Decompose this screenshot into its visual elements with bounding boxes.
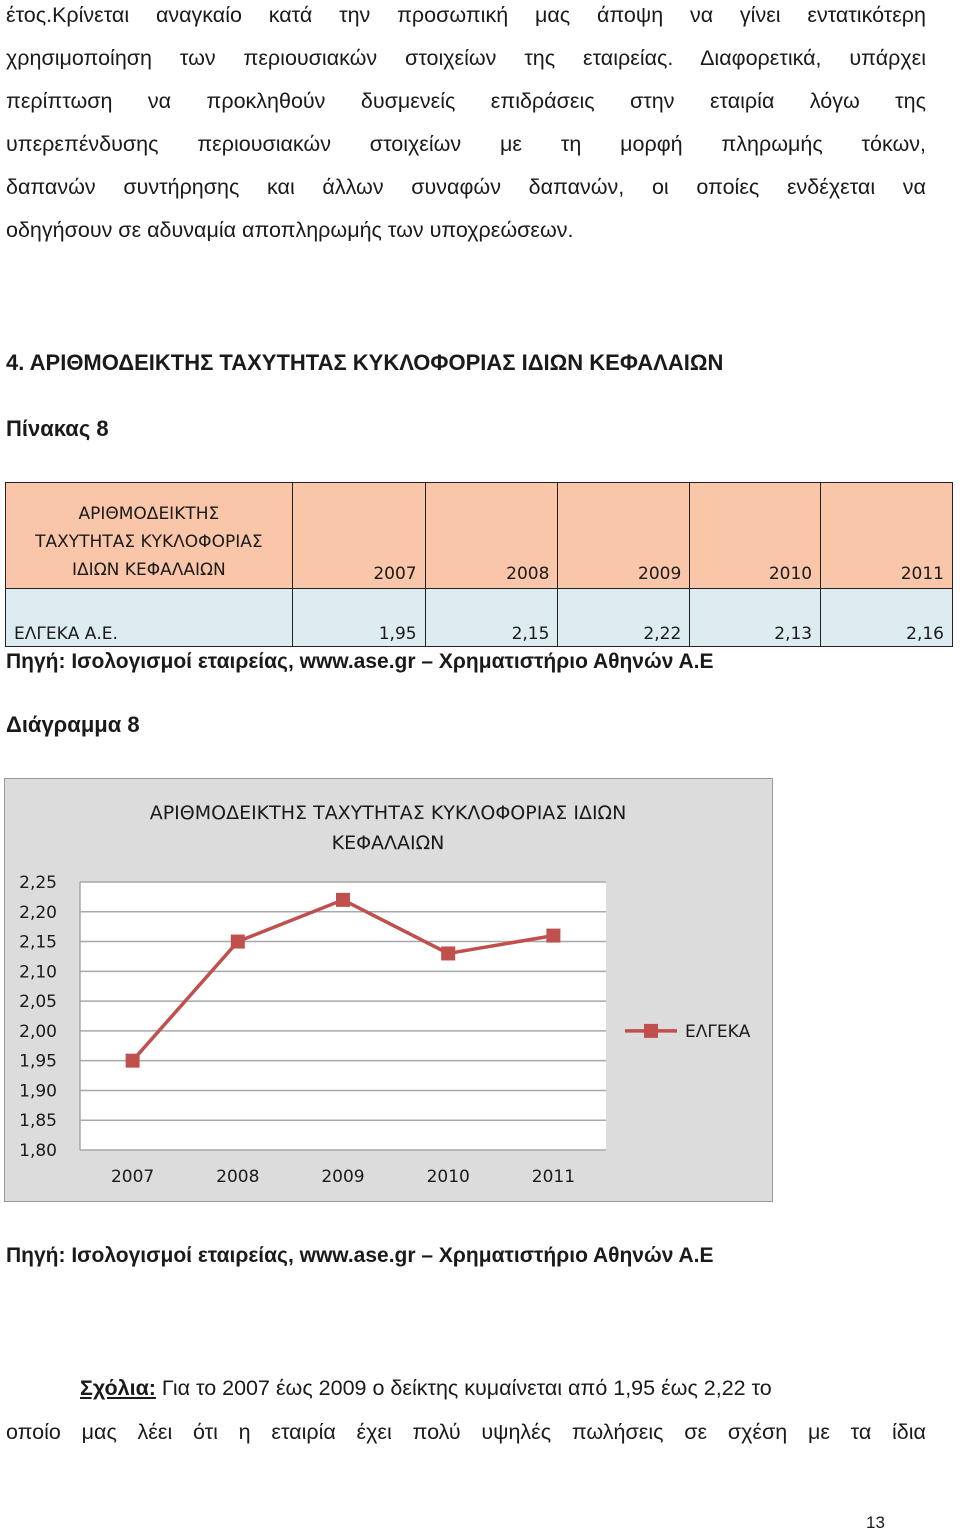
y-tick-label: 2,00 xyxy=(19,1021,57,1042)
table-caption: Πίνακας 8 xyxy=(6,416,109,441)
header-label-line: ΑΡΙΘΜΟΔΕΙΚΤΗΣ xyxy=(78,504,220,524)
y-tick-label: 1,80 xyxy=(19,1141,57,1161)
table-row xyxy=(6,589,953,647)
data-point-marker xyxy=(546,929,560,943)
y-tick-label: 2,10 xyxy=(19,962,57,983)
comment-line xyxy=(6,1366,926,1410)
table-header-row xyxy=(6,483,953,589)
table-cell: 2,22 xyxy=(558,589,690,647)
y-tick-label: 2,05 xyxy=(19,992,57,1013)
y-tick-label: 2,20 xyxy=(19,902,57,923)
intro-line: δαπανών συντήρησης και άλλων συναφών δαπανών, οι οποίες ενδέχεται να xyxy=(6,175,926,199)
intro-line: έτος.Κρίνεται αναγκαίο κατά την προσωπική μας άποψη να γίνει εντατικότερη xyxy=(6,3,926,27)
chart-source: Πηγή: Ισολογισμοί εταιρείας, www.ase.gr – Χρηματιστήριο Αθηνών Α.Ε xyxy=(6,1244,714,1267)
ratio-table xyxy=(5,482,953,647)
table-cell: 1,95 xyxy=(292,589,425,647)
legend-label: ΕΛΓΕΚΑ xyxy=(685,1021,751,1042)
table-year-header: 2009 xyxy=(558,483,690,589)
intro-line: περίπτωση να προκληθούν δυσμενείς επιδράσεις στην εταιρία λόγω της xyxy=(6,89,926,113)
table-year-header: 2011 xyxy=(821,483,953,589)
data-point-marker xyxy=(441,946,455,960)
x-tick-label: 2008 xyxy=(216,1167,260,1187)
page-number: 13 xyxy=(866,1513,885,1532)
intro-line: οδηγήσουν σε αδυναμία αποπληρωμής των υποχρεώσεων. xyxy=(6,218,574,242)
y-tick-label: 2,15 xyxy=(19,932,57,953)
x-tick-label: 2009 xyxy=(321,1167,365,1187)
intro-line: χρησιμοποίηση των περιουσιακών στοιχείων της εταιρείας. Διαφορετικά, υπάρχει xyxy=(6,46,926,70)
line-chart-container xyxy=(4,778,773,1202)
table-cell: 2,16 xyxy=(821,589,953,647)
comment-line: οποίο μας λέει ότι η εταιρία έχει πολύ υψηλές πωλήσεις σε σχέση με τα ίδια xyxy=(6,1420,926,1444)
plot-area xyxy=(80,882,606,1150)
table-cell: 2,15 xyxy=(425,589,558,647)
header-label-line: ΤΑΧΥΤΗΤΑΣ ΚΥΚΛΟΦΟΡΙΑΣ xyxy=(35,532,263,552)
table-source: Πηγή: Ισολογισμοί εταιρείας, www.ase.gr – Χρηματιστήριο Αθηνών Α.Ε xyxy=(6,650,714,673)
data-point-marker xyxy=(231,935,245,949)
x-tick-label: 2007 xyxy=(110,1167,155,1187)
comment-text: Για το 2007 έως 2009 ο δείκτης κυμαίνεται από 1,95 έως 2,22 το xyxy=(155,1376,772,1400)
table-cell: 2,13 xyxy=(690,589,821,647)
table-year-header: 2008 xyxy=(425,483,558,589)
y-tick-label: 1,85 xyxy=(19,1111,57,1132)
x-tick-label: 2010 xyxy=(426,1167,470,1187)
chart-caption: Διάγραμμα 8 xyxy=(6,712,140,737)
intro-paragraph xyxy=(6,0,926,252)
intro-line: υπερεπένδυσης περιουσιακών στοιχείων με τη μορφή πληρωμής τόκων, xyxy=(6,132,926,156)
legend-marker xyxy=(644,1024,658,1038)
comment-paragraph xyxy=(6,1366,926,1454)
line-chart xyxy=(5,779,772,1201)
table-header-label xyxy=(6,483,293,589)
table-row-label: ΕΛΓΕΚΑ Α.Ε. xyxy=(6,589,293,647)
data-point-marker xyxy=(336,893,350,907)
data-point-marker xyxy=(126,1054,140,1068)
x-tick-label: 2011 xyxy=(531,1167,576,1187)
chart-title-line: ΑΡΙΘΜΟΔΕΙΚΤΗΣ ΤΑΧΥΤΗΤΑΣ ΚΥΚΛΟΦΟΡΙΑΣ ΙΔΙΩΝ xyxy=(149,802,627,824)
chart-title-line: ΚΕΦΑΛΑΙΩΝ xyxy=(331,832,445,854)
y-tick-label: 1,95 xyxy=(19,1051,57,1072)
table-year-header: 2010 xyxy=(690,483,821,589)
y-tick-label: 2,25 xyxy=(19,873,57,893)
comment-label: Σχόλια: xyxy=(80,1376,156,1400)
table-year-header: 2007 xyxy=(292,483,425,589)
section-heading: 4. ΑΡΙΘΜΟΔΕΙΚΤΗΣ ΤΑΧΥΤΗΤΑΣ ΚΥΚΛΟΦΟΡΙΑΣ ΙΔΙΩΝ ΚΕΦΑΛΑΙΩΝ xyxy=(6,350,724,375)
header-label-line: ΙΔΙΩΝ ΚΕΦΑΛΑΙΩΝ xyxy=(72,560,226,580)
y-tick-label: 1,90 xyxy=(19,1081,57,1102)
